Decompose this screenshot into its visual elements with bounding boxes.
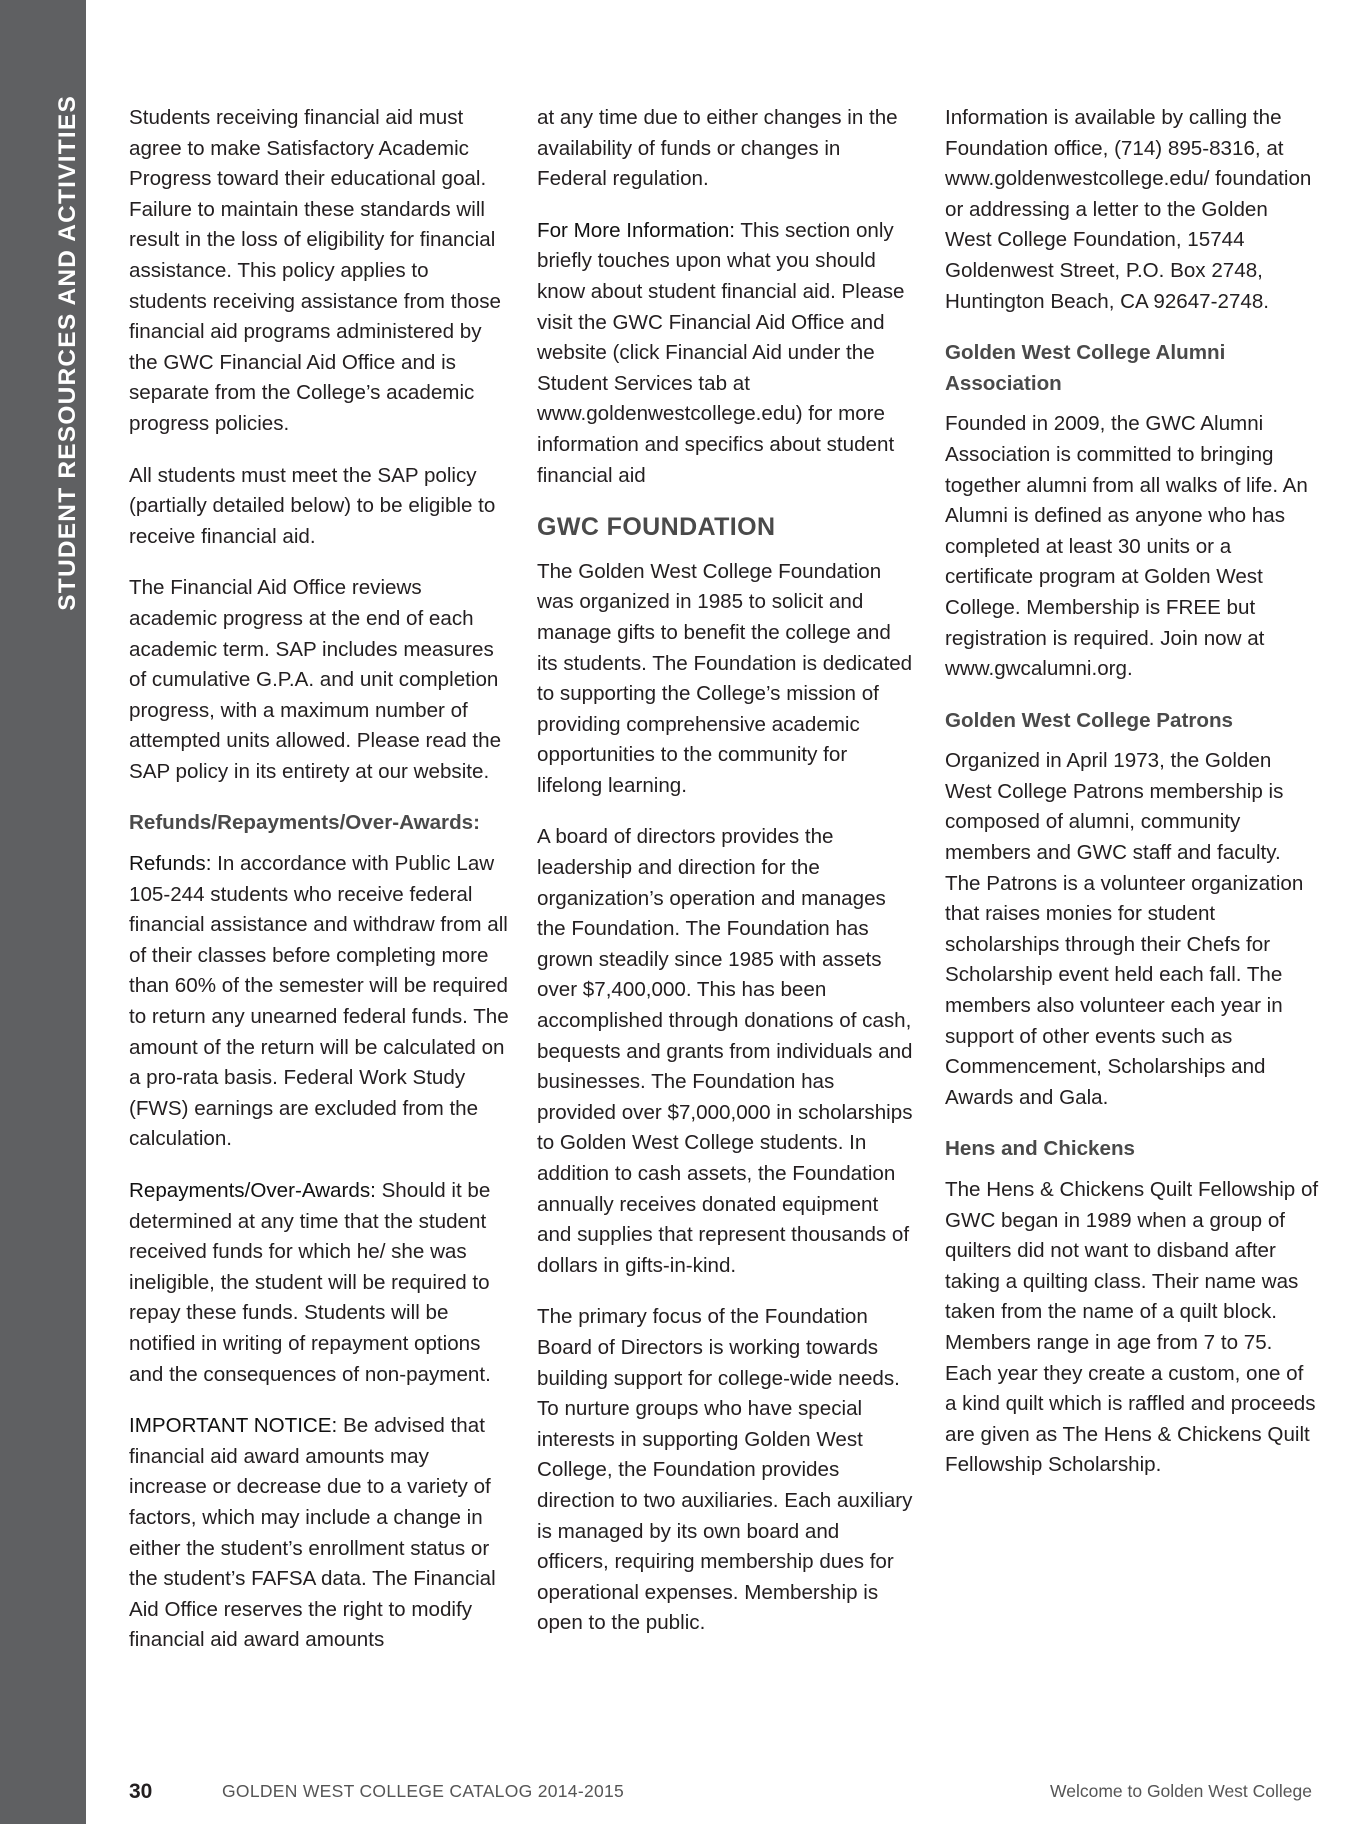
patrons-paragraph: Organized in April 1973, the Golden West College Patrons membership is composed of alumni, community members and GWC staff and faculty. The Patrons is a volunteer organization that raises monies for student scholarships through their Chefs for Scholarship event held each fall. The members also volunteer each year in support of other events such as Commencement, Scholarships and Awards and Gala. bbox=[945, 749, 1304, 1109]
refunds-lead: Refunds: bbox=[129, 852, 212, 876]
foundation-contact-paragraph: Information is available by calling the Foundation office, (714) 895-8316, at www.goldenwestcollege.edu/ foundation or addressing a letter to the Golden West College Foundation, 15744 Goldenwest Street, P.O. Box 2748, Huntington Beach, CA 92647-2748. bbox=[945, 106, 1312, 313]
sap-review-paragraph: The Financial Aid Office reviews academic progress at the end of each academic term. SAP includes measures of cumulative G.P.A. and unit completion progress, with a maximum number of attempted units allowed. Please read the SAP policy in its entirety at our website. bbox=[129, 576, 502, 783]
sap-policy-paragraph: All students must meet the SAP policy (partially detailed below) to be eligible to receive financial aid. bbox=[129, 463, 496, 548]
section-side-band bbox=[0, 0, 86, 1824]
column-1 bbox=[129, 103, 511, 1677]
foundation-board-paragraph: A board of directors provides the leadership and direction for the organization’s operation and manages the Foundation. The Foundation has grown steadily since 1985 with assets over $7,400,000. This has been accomplished through donations of cash, bequests and grants from individuals and businesses. The Foundation has provided over $7,000,000 in scholarships to Golden West College students. In addition to cash assets, the Foundation annually receives donated equipment and supplies that represent thousands of dollars in gifts-in-kind. bbox=[537, 825, 913, 1277]
refunds-text: In accordance with Public Law 105-244 students who receive federal financial assistance and withdraw from all of their classes before completing more than 60% of the semester will be required to return any unearned federal funds. The amount of the return will be calculated on a pro-rata basis. Federal Work Study (FWS) earnings are excluded from the calculation. bbox=[129, 852, 509, 1151]
section-label: STUDENT RESOURCES AND ACTIVITIES bbox=[54, 95, 81, 611]
section-title: Welcome to Golden West College bbox=[1050, 1781, 1312, 1801]
alumni-paragraph: Founded in 2009, the GWC Alumni Association is committed to bringing together alumni from all walks of life. An Alumni is defined as anyone who has completed at least 30 units or a certificate program at Golden West College. Membership is FREE but registration is required. Join now at www.gwcalumni.org. bbox=[945, 412, 1308, 681]
catalog-title: GOLDEN WEST COLLEGE CATALOG 2014-2015 bbox=[222, 1781, 625, 1801]
foundation-focus-paragraph: The primary focus of the Foundation Board of Directors is working towards building support for college-wide needs. To nurture groups who have special interests in supporting Golden West College, the Foundation provides direction to two auxiliaries. Each auxiliary is managed by its own board and officers, requiring membership dues for operational expenses. Membership is open to the public. bbox=[537, 1305, 913, 1635]
column-2 bbox=[537, 103, 915, 1660]
foundation-heading: GWC FOUNDATION bbox=[537, 513, 776, 542]
notice-lead: IMPORTANT NOTICE: bbox=[129, 1414, 338, 1438]
sap-intro-paragraph: Students receiving financial aid must agree to make Satisfactory Academic Progress toward their educational goal. Failure to maintain these standards will result in the loss of eligibility for financial assistance. This policy applies to students receiving assistance from those financial aid programs administered by the GWC Financial Aid Office and is separate from the College’s academic progress policies. bbox=[129, 106, 502, 435]
more-info-text: This section only briefly touches upon what you should know about student financial aid. Please visit the GWC Financial Aid Office and website (click Financial Aid under the Student Services tab at www.goldenwestcollege.edu) for more information and specifics about student financial aid bbox=[537, 218, 905, 487]
repayments-lead: Repayments/Over-Awards: bbox=[129, 1179, 376, 1202]
notice-continued-paragraph: at any time due to either changes in the availability of funds or changes in Federal regulation. bbox=[537, 106, 898, 191]
more-info-paragraph bbox=[537, 216, 915, 491]
hens-heading: Hens and Chickens bbox=[945, 1137, 1135, 1161]
refunds-paragraph bbox=[129, 849, 511, 1155]
hens-paragraph: The Hens & Chickens Quilt Fellowship of GWC began in 1989 when a group of quilters did not want to disband after taking a quilting class. Their name was taken from the name of a quilt block. Members range in age from 7 to 75. Each year they create a custom, one of a kind quilt which is raffled and proceeds are given as The Hens & Chickens Quilt Fellowship Scholarship. bbox=[945, 1178, 1319, 1477]
notice-paragraph bbox=[129, 1411, 511, 1656]
alumni-heading: Golden West College Alumni Association bbox=[945, 341, 1226, 395]
column-3 bbox=[945, 103, 1320, 1502]
more-info-lead: For More Information: bbox=[537, 218, 735, 242]
patrons-heading: Golden West College Patrons bbox=[945, 708, 1233, 732]
page-number: 30 bbox=[129, 1780, 153, 1803]
repayments-paragraph bbox=[129, 1176, 511, 1390]
foundation-intro-paragraph: The Golden West College Foundation was organized in 1985 to solicit and manage gifts to benefit the college and its students. The Foundation is dedicated to supporting the College’s mission of providing comprehensive academic opportunities to the community for lifelong learning. bbox=[537, 559, 913, 797]
refunds-heading: Refunds/Repayments/Over-Awards: bbox=[129, 811, 480, 835]
repayments-text: Should it be determined at any time that the student received funds for which he/ she was ineligible, the student will be required to repay these funds. Students will be notified in writing of repayment options and the consequences of non-payment. bbox=[129, 1179, 491, 1386]
notice-text: Be advised that financial aid award amounts may increase or decrease due to a variety of factors, which may include a change in either the student’s enrollment status or the student’s FAFSA data. The Financial Aid Office reserves the right to modify financial aid award amounts bbox=[129, 1414, 496, 1652]
